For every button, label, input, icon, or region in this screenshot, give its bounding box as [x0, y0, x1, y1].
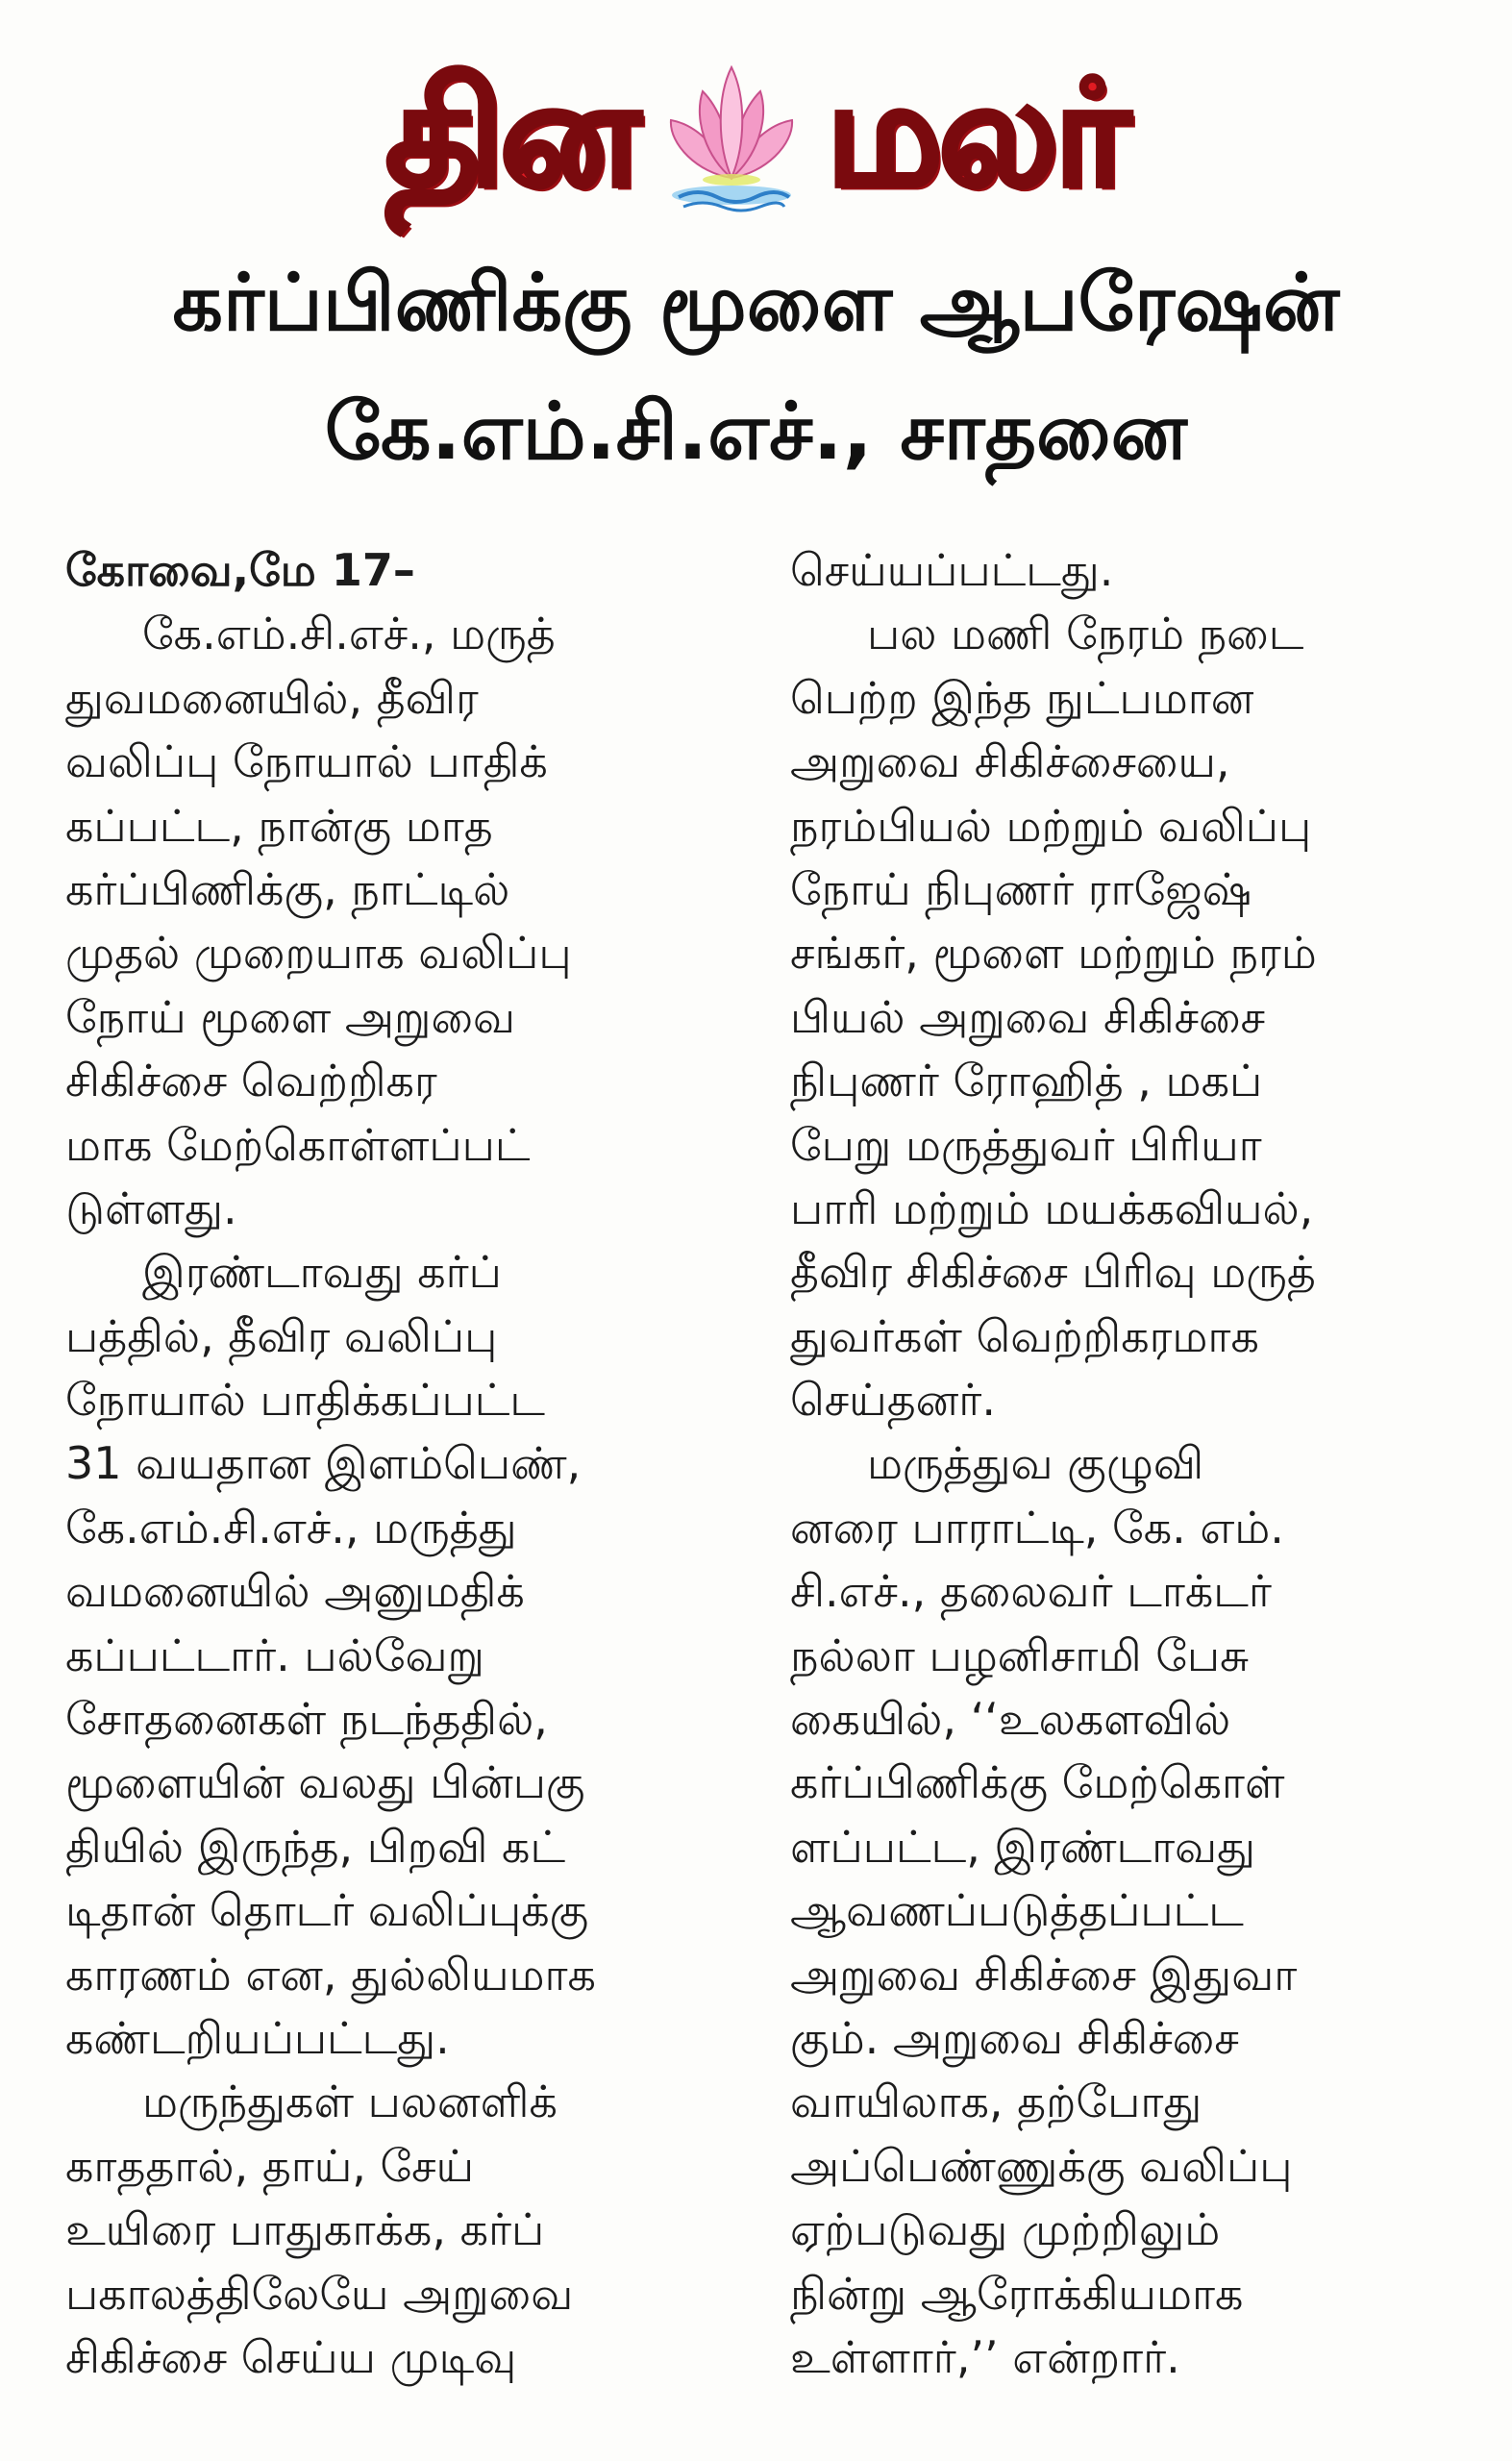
text-line: ளப்பட்ட, இரண்டாவது — [790, 1820, 1256, 1873]
text-line: துவர்கள் வெற்றிகரமாக — [790, 1309, 1259, 1362]
text-line: காததால், தாய், சேய் — [65, 2139, 475, 2192]
text-line: உள்ளார்,’’ என்றார். — [790, 2330, 1180, 2383]
text-line: பெற்ற இந்த நுட்பமான — [790, 671, 1254, 724]
text-line: சிகிச்சை வெற்றிகர — [65, 1055, 437, 1107]
text-line: காரணம் என, துல்லியமாக — [65, 1948, 596, 2001]
text-line: செய்தனர். — [790, 1374, 996, 1427]
text-line: மருத்துவ குழுவி — [867, 1437, 1204, 1490]
text-line: வாயிலாக, தற்போது — [790, 2076, 1202, 2128]
text-line: வலிப்பு நோயால் பாதிக் — [65, 735, 548, 788]
text-line: முதல் முறையாக வலிப்பு — [65, 927, 572, 980]
text-line: நரம்பியல் மற்றும் வலிப்பு — [790, 799, 1312, 852]
text-line: நிபுணர் ரோஹித் , மகப் — [790, 1055, 1263, 1107]
text-line: செய்யப்பட்டது. — [790, 544, 1114, 596]
text-line: சி.எச்., தலைவர் டாக்டர் — [790, 1565, 1272, 1618]
text-line: 31 வயதான இளம்பெண், — [65, 1437, 582, 1490]
text-line: நோய் நிபுணர் ராஜேஷ் — [790, 862, 1252, 915]
text-line: துவமனையில், தீவிர — [65, 671, 479, 724]
text-line: நோய் மூளை அறுவை — [65, 990, 515, 1043]
dateline: கோவை,மே 17– — [65, 544, 415, 596]
text-line: நின்று ஆரோக்கியமாக — [790, 2267, 1244, 2320]
text-line: மூளையின் வலது பின்பகு — [65, 1756, 585, 1809]
text-line: டிதான் தொடர் வலிப்புக்கு — [65, 1884, 589, 1937]
text-line: பத்தில், தீவிர வலிப்பு — [65, 1309, 498, 1362]
article-column-right — [790, 538, 1463, 2389]
text-line: கே.எம்.சி.எச்., மருத்து — [65, 1501, 517, 1554]
text-line: கப்பட்ட, நான்கு மாத — [65, 799, 493, 852]
article-column-left — [65, 538, 738, 2389]
text-line: நல்லா பழனிசாமி பேசு — [790, 1628, 1250, 1681]
text-line: கப்பட்டார். பல்வேறு — [65, 1628, 484, 1681]
masthead — [0, 38, 1512, 231]
text-line: டுள்ளது. — [65, 1181, 237, 1234]
masthead-right-word: மலர் — [826, 51, 1127, 218]
text-line: மருந்துகள் பலனளிக் — [142, 2076, 558, 2128]
text-line: தீவிர சிகிச்சை பிரிவு மருத் — [790, 1246, 1316, 1299]
text-line: பாரி மற்றும் மயக்கவியல், — [790, 1181, 1314, 1234]
text-line: ஆவணப்படுத்தப்பட்ட — [790, 1884, 1244, 1937]
headline-line-2: கே.எம்.சி.எச்., சாதனை — [324, 386, 1188, 478]
text-line: தியில் இருந்த, பிறவி கட் — [65, 1820, 566, 1873]
text-line: கர்ப்பிணிக்கு, நாட்டில் — [65, 862, 510, 915]
text-line: இரண்டாவது கர்ப் — [142, 1246, 502, 1299]
text-line: கையில், ‘‘உலகளவில் — [790, 1693, 1231, 1746]
text-line: பல மணி நேரம் நடை — [867, 608, 1304, 660]
text-line: நோயால் பாதிக்கப்பட்ட — [65, 1374, 545, 1427]
text-line: ஏற்படுவது முற்றிலும் — [790, 2203, 1221, 2256]
masthead-left-word: தின — [385, 51, 636, 218]
text-line: மாக மேற்கொள்ளப்பட் — [65, 1118, 531, 1171]
text-line: அறுவை சிகிச்சையை, — [790, 735, 1230, 788]
text-line: பியல் அறுவை சிகிச்சை — [790, 990, 1266, 1043]
text-line: பேறு மருத்துவர் பிரியா — [790, 1118, 1262, 1171]
text-line: சிகிச்சை செய்ய முடிவு — [65, 2330, 517, 2383]
text-line: வமனையில் அனுமதிக் — [65, 1565, 525, 1618]
text-line: பகாலத்திலேயே அறுவை — [65, 2267, 574, 2320]
text-line: கும். அறுவை சிகிச்சை — [790, 2011, 1239, 2064]
text-line: அறுவை சிகிச்சை இதுவா — [790, 1948, 1298, 2001]
text-line: கே.எம்.சி.எச்., மருத் — [142, 608, 556, 660]
lotus-icon — [659, 53, 804, 216]
text-line: கர்ப்பிணிக்கு மேற்கொள் — [790, 1756, 1285, 1809]
headline-line-1: கர்ப்பிணிக்கு மூளை ஆபரேஷன் — [172, 258, 1340, 349]
text-line: சங்கர், மூளை மற்றும் நரம் — [790, 927, 1317, 980]
text-line: அப்பெண்ணுக்கு வலிப்பு — [790, 2139, 1293, 2192]
text-line: உயிரை பாதுகாக்க, கர்ப் — [65, 2203, 545, 2256]
text-line: னரை பாராட்டி, கே. எம். — [790, 1501, 1284, 1554]
text-line: சோதனைகள் நடந்ததில், — [65, 1693, 548, 1746]
text-line: கண்டறியப்பட்டது. — [65, 2011, 450, 2064]
